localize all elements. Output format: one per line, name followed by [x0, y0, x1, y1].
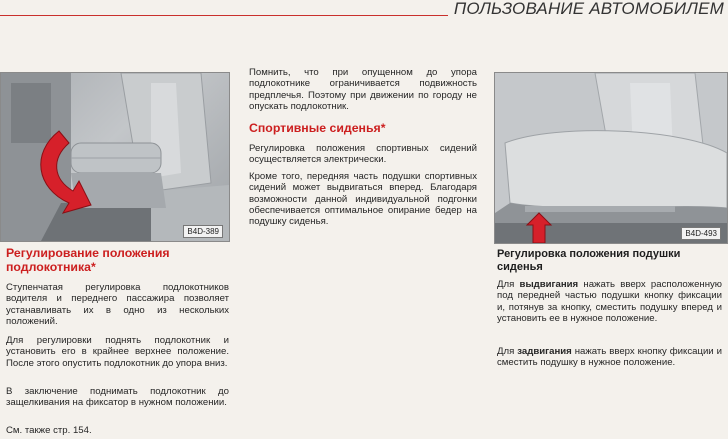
sport-seats-paragraph-2: Кроме того, передняя часть подушки спортивных сидений может выдвигаться вперед. Благодаря возможности данной индивидуальной подгонки обеспечивается оптимальное опирание бедер на подушку сиденья. — [249, 171, 477, 228]
cushion-extend-post: нажать вверх расположенную под передней частью подушки кнопку фиксации и, потянув за кнопку, сместить подушку вперед и установить ее в нужное положение. — [497, 279, 722, 324]
cushion-extend-keyword: выдвигания — [519, 279, 579, 290]
cushion-retract-keyword: задвигания — [517, 346, 572, 357]
see-also-reference: См. также стр. 154. — [6, 425, 92, 436]
cushion-retract-pre: Для — [497, 346, 518, 357]
cushion-extend-paragraph — [497, 279, 722, 324]
figure-label: B4D-493 — [681, 227, 721, 240]
page-header-title: ПОЛЬЗОВАНИЕ АВТОМОБИЛЕМ — [453, 0, 724, 18]
cushion-retract-paragraph — [497, 346, 722, 369]
armrest-paragraph-1: Ступенчатая регулировка подлокотников водителя и переднего пассажира позволяет устанавливать их в одно из нескольких положений. — [6, 282, 229, 327]
figure-label: B4D-389 — [183, 225, 223, 238]
sport-seats-paragraph-1: Регулировка положения спортивных сидений осуществляется электрически. — [249, 143, 477, 166]
sport-seats-heading: Спортивные сиденья* — [249, 121, 386, 135]
armrest-section-heading: Регулирование положения подлокотника* — [6, 246, 170, 274]
cushion-retract-post: нажать вверх кнопку фиксации и сместить подушку в нужное положение. — [497, 346, 722, 369]
armrest-paragraph-2: Для регулировки поднять подлокотник и установить его в крайнее верхнее положение. После этого опустить подлокотник до упора вниз. — [6, 335, 229, 369]
armrest-warning-paragraph: Помнить, что при опущенном до упора подлокотнике ограничивается подвижность предплечья. Поэтому при движении по городу не опускать подлокотник. — [249, 67, 477, 112]
armrest-figure — [0, 72, 230, 242]
cushion-section-heading: Регулировка положения подушки сиденья — [497, 248, 681, 273]
armrest-illustration — [1, 73, 229, 241]
header-rule — [0, 15, 448, 16]
seat-cushion-figure — [494, 72, 728, 244]
armrest-paragraph-3: В заключение поднимать подлокотник до защелкивания на фиксатор в нужном положении. — [6, 386, 229, 409]
seat-cushion-illustration — [495, 73, 727, 243]
cushion-extend-pre: Для — [497, 279, 520, 290]
